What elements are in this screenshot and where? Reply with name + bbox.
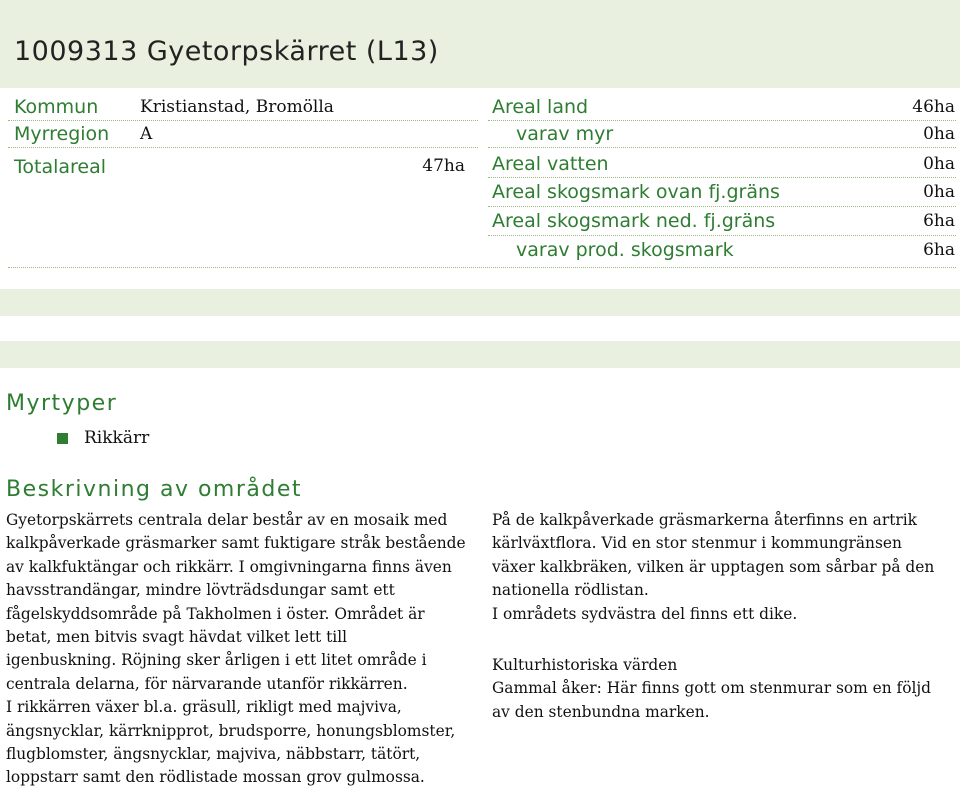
myrtyper-heading: Myrtyper [6, 391, 118, 416]
text-line: av kalkfuktängar och rikkärr. I omgivningarna finns även [6, 557, 452, 576]
varav-prod-label: varav prod. skogsmark [516, 239, 734, 261]
text-line: fågelskyddsområde på Takholmen i öster. Området är [6, 604, 425, 623]
text-line: På de kalkpåverkade gräsmarkerna återfinns en artrik [492, 511, 918, 529]
divider [488, 206, 956, 207]
text-line: I områdets sydvästra del finns ett dike. [492, 604, 798, 623]
kultur-heading: Kulturhistoriska värden [492, 656, 678, 674]
text-line: Gammal åker: Här finns gott om stenmurar som en följd [492, 679, 932, 698]
page-title: 1009313 Gyetorpskärret (L13) [14, 36, 439, 67]
totalareal-value: 47ha [422, 156, 465, 176]
text-line: kärlväxtflora. Vid en stor stenmur i kommungränsen [492, 534, 902, 553]
kommun-label: Kommun [14, 96, 99, 118]
beskrivning-left-text [6, 509, 481, 787]
divider [8, 267, 956, 268]
beskrivning-heading: Beskrivning av området [6, 477, 303, 502]
areal-land-label: Areal land [492, 96, 589, 118]
skog-ned-label: Areal skogsmark ned. fj.gräns [492, 210, 776, 232]
text-line: växer kalkbräken, vilken är upptagen som sårbar på den [492, 557, 935, 576]
areal-vatten-value: 0ha [923, 154, 955, 174]
text-line: ängsnycklar, kärrknipprot, brudsporre, honungsblomster, [6, 721, 456, 740]
text-line: nationella rödlistan. [492, 581, 649, 600]
text-line: igenbuskning. Röjning sker årligen i ett litet område i [6, 651, 427, 670]
varav-myr-label: varav myr [516, 123, 614, 145]
kultur-section [492, 654, 957, 724]
areal-vatten-label: Areal vatten [492, 153, 609, 175]
varav-myr-value: 0ha [923, 124, 955, 144]
divider [8, 147, 478, 148]
divider [488, 147, 956, 148]
square-bullet-icon [57, 433, 68, 444]
empty-band-1 [0, 289, 960, 316]
skog-ovan-label: Areal skogsmark ovan fj.gräns [492, 181, 780, 203]
text-line: centrala delarna, för närvarande utanför rikkärren. [6, 674, 408, 693]
divider [8, 120, 478, 121]
areal-land-value: 46ha [912, 97, 955, 117]
totalareal-label: Totalareal [14, 156, 107, 178]
myrregion-label: Myrregion [14, 123, 110, 145]
kommun-value: Kristianstad, Bromölla [140, 97, 334, 117]
text-line: havsstrandängar, mindre lövträdsdungar samt ett [6, 581, 395, 600]
text-line: I rikkärren växer bl.a. gräsull, rikligt med majviva, [6, 698, 402, 717]
text-line: Gyetorpskärrets centrala delar består av en mosaik med [6, 511, 448, 529]
skog-ned-value: 6ha [923, 211, 955, 231]
empty-band-2 [0, 341, 960, 368]
divider [488, 235, 956, 236]
myrregion-value: A [140, 124, 153, 144]
divider [488, 120, 956, 121]
varav-prod-value: 6ha [923, 240, 955, 260]
text-line: betat, men bitvis svagt hävdat vilket lett till [6, 628, 348, 647]
text-line: av den stenbundna marken. [492, 702, 710, 721]
divider [488, 177, 956, 178]
text-line: kalkpåverkade gräsmarker samt fuktigare stråk bestående [6, 534, 466, 553]
skog-ovan-value: 0ha [923, 182, 955, 202]
beskrivning-right-text [492, 509, 957, 626]
text-line: flugblomster, ängsnycklar, majviva, näbbstarr, tätört, [6, 745, 421, 764]
myrtyp-item: Rikkärr [84, 428, 150, 448]
text-line: loppstarr samt den rödlistade mossan grov gulmossa. [6, 768, 425, 787]
